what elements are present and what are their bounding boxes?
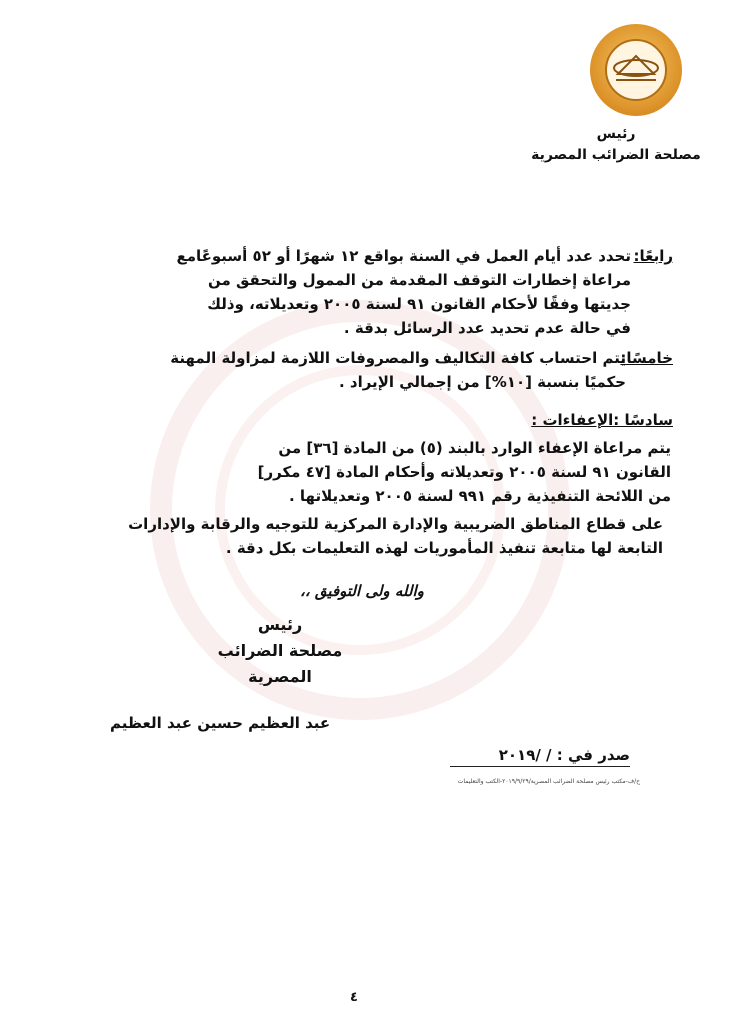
section-sades-label: سادسًا :الإعفاءات : — [531, 411, 673, 429]
signature-title-line1: رئيس — [257, 615, 303, 634]
section-rabe3-line: تحدد عدد أيام العمل في السنة بواقع ١٢ شهرًا أو ٥٢ أسبوعًامع — [176, 247, 631, 265]
closing-greeting: والله ولى التوفيق ،، — [300, 582, 424, 600]
header-title-line1: رئيس — [596, 126, 636, 142]
section-sades-line: القانون ٩١ لسنة ٢٠٠٥ وتعديلاته وأحكام المادة [٤٧ مكرر] — [257, 463, 671, 481]
closing-paragraph-line: التابعة لها متابعة تنفيذ المأموريات لهذه التعليمات بكل دقة . — [225, 539, 663, 557]
signature-title — [200, 612, 360, 690]
section-rabe3-line: مراعاة إخطارات التوقف المقدمة من الممول والتحقق من — [208, 271, 631, 289]
section-rabe3-line: جديتها وفقًا لأحكام القانون ٩١ لسنة ٢٠٠٥ وتعديلاته، وذلك — [207, 295, 631, 313]
closing-paragraph — [63, 512, 663, 560]
section-rabe3-line: في حالة عدم تحديد عدد الرسائل بدقة . — [343, 319, 631, 337]
closing-paragraph-line: على قطاع المناطق الضريبية والإدارة المركزية للتوجيه والرقابة والإدارات — [128, 515, 663, 533]
header-title — [520, 124, 712, 166]
ministry-seal-logo — [588, 22, 684, 118]
section-sades-line: من اللائحة التنفيذية رقم ٩٩١ لسنة ٢٠٠٥ وتعديلاتها . — [288, 487, 671, 505]
signature-title-line2: مصلحة الضرائب المصرية — [217, 641, 343, 686]
header-title-line2: مصلحة الضرائب المصرية — [531, 147, 701, 163]
signatory-name: عبد العظيم حسين عبد العظيم — [110, 714, 331, 732]
section-khames-line: حكميًا بنسبة [١٠%] من إجمالي الإيراد . — [338, 373, 626, 391]
section-rabe3 — [111, 244, 631, 340]
section-khames — [111, 346, 626, 394]
section-sades-line: يتم مراعاة الإعفاء الوارد بالبند (٥) من المادة [٣٦] من — [278, 439, 671, 457]
issued-date: صدر في : / /٢٠١٩ — [450, 746, 630, 767]
section-rabe3-label: رابعًا: — [633, 247, 673, 265]
section-khames-line: يتم احتساب كافة التكاليف والمصروفات اللازمة لمزاولة المهنة — [170, 349, 626, 367]
section-khames-label: خامسًا: — [620, 349, 673, 367]
page-number: ٤ — [350, 990, 358, 1005]
section-sades — [71, 436, 671, 508]
document-reference-footnote: ح/ف-مكتب رئيس مصلحة الضرائب المصرية/٢٠١٩/٩/٢٩-الكتب والتعليمات — [457, 778, 640, 785]
